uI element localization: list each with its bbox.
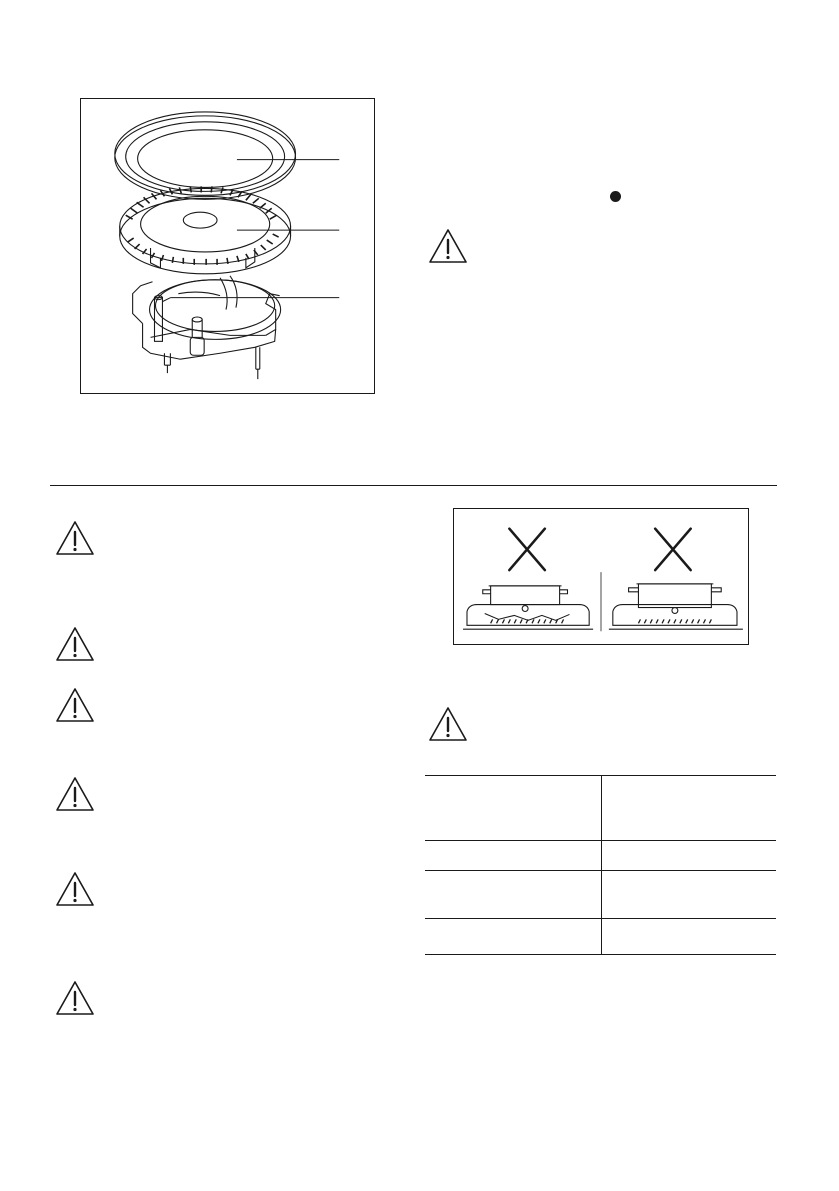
table-header-row xyxy=(425,776,776,841)
off-centre-pan-drawing xyxy=(609,529,743,630)
warning-triangle-icon xyxy=(55,776,95,812)
warning-triangle-icon xyxy=(55,520,95,556)
step-bullet-icon xyxy=(610,191,621,202)
table-cell xyxy=(425,919,602,955)
burner-exploded-figure xyxy=(80,98,375,394)
warning-triangle-icon xyxy=(55,626,95,662)
burner-cap-drawing xyxy=(115,112,296,199)
warning-triangle-icon xyxy=(55,687,95,723)
burner-base-drawing xyxy=(133,276,281,379)
cross-mark-icon xyxy=(655,529,690,570)
table-cell xyxy=(602,919,777,955)
callout-lines xyxy=(162,160,339,302)
warning-triangle-icon xyxy=(55,871,95,907)
table-cell xyxy=(425,841,602,871)
small-pan-drawing xyxy=(463,529,593,630)
table-cell xyxy=(602,841,777,871)
pan-placement-figure xyxy=(453,508,749,645)
section-divider xyxy=(50,485,777,486)
table-cell xyxy=(425,871,602,919)
warning-triangle-icon xyxy=(428,228,468,264)
table-row xyxy=(425,841,776,871)
table-row xyxy=(425,919,776,955)
spec-table xyxy=(425,775,776,955)
warning-triangle-icon xyxy=(428,706,468,742)
cross-mark-icon xyxy=(509,529,544,570)
warning-triangle-icon xyxy=(55,980,95,1016)
table-cell xyxy=(602,776,777,841)
table-cell xyxy=(425,776,602,841)
table-cell xyxy=(602,871,777,919)
table-row xyxy=(425,871,776,919)
